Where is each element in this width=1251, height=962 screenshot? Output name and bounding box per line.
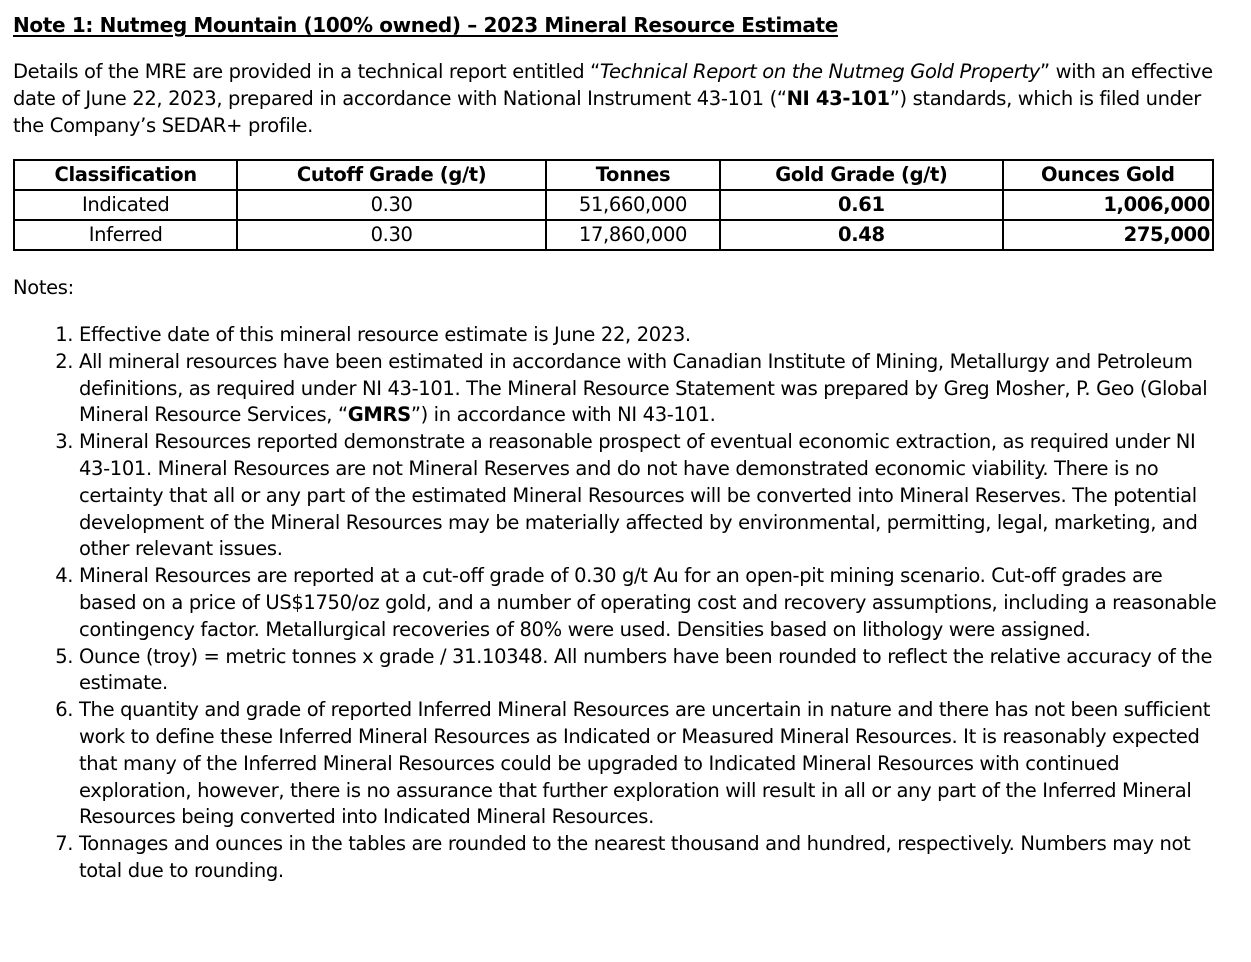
notes-list bbox=[13, 322, 1219, 885]
notes-heading: Notes: bbox=[13, 276, 74, 299]
ni-abbreviation: NI 43-101 bbox=[786, 87, 890, 110]
note-item: 7. Tonnages and ounces in the tables are rounded to the nearest thousand and hundred, respectively. Numbers may not total due to rounding. bbox=[79, 831, 1219, 885]
cell-gold-grade: 0.48 bbox=[720, 220, 1002, 250]
column-header-ounces-gold: Ounces Gold bbox=[1003, 160, 1213, 190]
intro-text: ”) standards, which is filed under the Company’s SEDAR+ profile. bbox=[13, 87, 1201, 137]
cell-gold-grade: 0.61 bbox=[720, 190, 1002, 220]
note-text: All mineral resources have been estimated in accordance with Canadian Institute of Mining, Metallurgy and Petroleum definitions, as required under NI 43-101. The Mineral Resource Statement was prepared by Greg Mosher, P. Geo (Global Mineral Resource Services, “ bbox=[79, 349, 1208, 427]
cell-ounces-gold: 1,006,000 bbox=[1003, 190, 1213, 220]
table-header-row bbox=[14, 160, 1213, 190]
intro-text: Details of the MRE are provided in a technical report entitled “ bbox=[13, 60, 600, 83]
column-header-cutoff-grade: Cutoff Grade (g/t) bbox=[237, 160, 546, 190]
gmrs-abbreviation: GMRS bbox=[347, 403, 411, 427]
note-item bbox=[79, 349, 1219, 429]
cell-classification: Inferred bbox=[14, 220, 237, 250]
column-header-classification: Classification bbox=[14, 160, 237, 190]
cell-classification: Indicated bbox=[14, 190, 237, 220]
column-header-tonnes: Tonnes bbox=[546, 160, 720, 190]
report-title: Technical Report on the Nutmeg Gold Property bbox=[599, 60, 1040, 83]
note-item: 3. Mineral Resources reported demonstrate a reasonable prospect of eventual economic extraction, as required under NI 43-101. Mineral Resources are not Mineral Reserves and do not have demonstrated economic viability. There is no certainty that all or any part of the estimated Mineral Resources will be converted into Mineral Reserves. The potential development of the Mineral Resources may be materially affected by environmental, permitting, legal, marketing, and other relevant issues. bbox=[79, 429, 1219, 563]
cell-cutoff-grade: 0.30 bbox=[237, 190, 546, 220]
intro-paragraph bbox=[13, 58, 1228, 139]
column-header-gold-grade: Gold Grade (g/t) bbox=[720, 160, 1002, 190]
cell-cutoff-grade: 0.30 bbox=[237, 220, 546, 250]
note-item: 4. Mineral Resources are reported at a cut-off grade of 0.30 g/t Au for an open-pit mining scenario. Cut-off grades are based on a price of US$1750/oz gold, and a number of operating cost and recovery assumptions, including a reasonable contingency factor. Metallurgical recoveries of 80% were used. Densities based on lithology were assigned. bbox=[79, 563, 1219, 643]
note-item: 6. The quantity and grade of reported Inferred Mineral Resources are uncertain in nature and there has not been sufficient work to define these Inferred Mineral Resources as Indicated or Measured Mineral Resources. It is reasonably expected that many of the Inferred Mineral Resources could be upgraded to Indicated Mineral Resources with continued exploration, however, there is no assurance that further exploration will result in all or any part of the Inferred Mineral Resources being converted into Indicated Mineral Resources. bbox=[79, 697, 1219, 831]
cell-ounces-gold: 275,000 bbox=[1003, 220, 1213, 250]
table-row bbox=[14, 190, 1213, 220]
note-item: 5. Ounce (troy) = metric tonnes x grade / 31.10348. All numbers have been rounded to reflect the relative accuracy of the estimate. bbox=[79, 644, 1219, 698]
cell-tonnes: 17,860,000 bbox=[546, 220, 720, 250]
table-row bbox=[14, 220, 1213, 250]
mineral-resource-table bbox=[13, 159, 1214, 251]
intro-text: ” with an effective date of June 22, 2023, prepared in accordance with National Instrument 43-101 (“ bbox=[13, 60, 1213, 110]
page-title: Note 1: Nutmeg Mountain (100% owned) – 2023 Mineral Resource Estimate bbox=[13, 13, 838, 37]
note-text: ”) in accordance with NI 43-101. bbox=[410, 403, 716, 427]
cell-tonnes: 51,660,000 bbox=[546, 190, 720, 220]
note-item: 1. Effective date of this mineral resource estimate is June 22, 2023. bbox=[79, 322, 1219, 349]
